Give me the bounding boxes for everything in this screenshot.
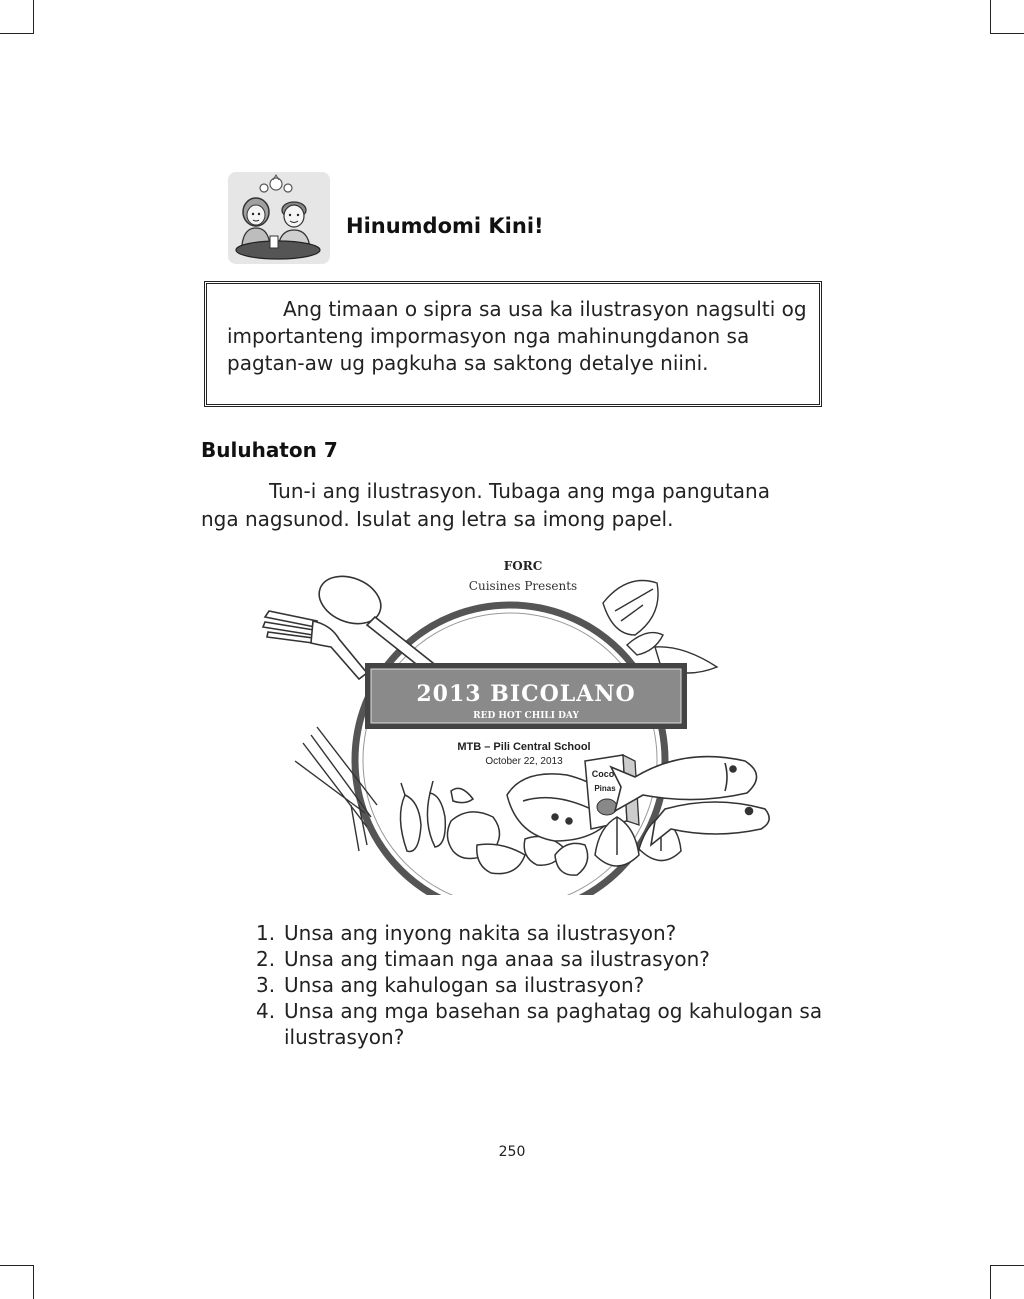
note-text-content: Ang timaan o sipra sa usa ka ilustrasyon nagsulti og importanteng impormasyon nga mahinungdanon sa pagtan-aw ug pagkuha sa saktong detalye niini. [227,297,807,375]
question-item [256,946,846,972]
box-label-2: Pinas [594,784,616,793]
question-number: 4. [256,999,276,1023]
note-text [227,296,807,377]
note-box [204,281,822,407]
crop-mark-bottom-right-v [990,1265,991,1299]
crop-mark-top-left-h [0,33,34,34]
question-item [256,972,846,998]
event-date: October 22, 2013 [485,756,563,767]
questions-list [256,920,846,1050]
question-item [256,998,846,1050]
two-students-thinking-icon [226,170,332,266]
activity-instructions [201,477,811,533]
question-number: 3. [256,973,276,997]
spoon-icon [312,568,433,671]
banner-title: 2013 BICOLANO [416,681,636,707]
banner-subtitle: RED HOT CHILI DAY [473,711,579,721]
question-text: Unsa ang mga basehan sa paghatag og kahulogan sa ilustrasyon? [284,999,823,1049]
question-text: Unsa ang kahulogan sa ilustrasyon? [284,973,645,997]
question-number: 1. [256,921,276,945]
page-number: 250 [498,1144,526,1160]
crop-mark-top-right-v [990,0,991,34]
crop-mark-bottom-left-h [0,1265,34,1266]
crop-mark-bottom-right-h [990,1265,1024,1266]
instructions-content: Tun-i ang ilustrasyon. Tubaga ang mga pangutana nga nagsunod. Isulat ang letra sa imong papel. [201,479,770,531]
question-number: 2. [256,947,276,971]
activity-heading: Buluhaton 7 [201,438,338,462]
chili-day-illustration [255,555,785,895]
question-item [256,920,846,946]
crop-mark-top-right-h [990,33,1024,34]
remember-title: Hinumdomi Kini! [346,214,544,238]
box-label-1: Coco [591,769,615,779]
forc-logo-text: FORC [503,559,543,573]
school-name: MTB – Pili Central School [457,741,591,753]
presents-text: Cuisines Presents [468,579,578,593]
crop-mark-bottom-left-v [33,1265,34,1299]
question-text: Unsa ang inyong nakita sa ilustrasyon? [284,921,677,945]
question-text: Unsa ang timaan nga anaa sa ilustrasyon? [284,947,710,971]
crop-mark-top-left-v [33,0,34,34]
